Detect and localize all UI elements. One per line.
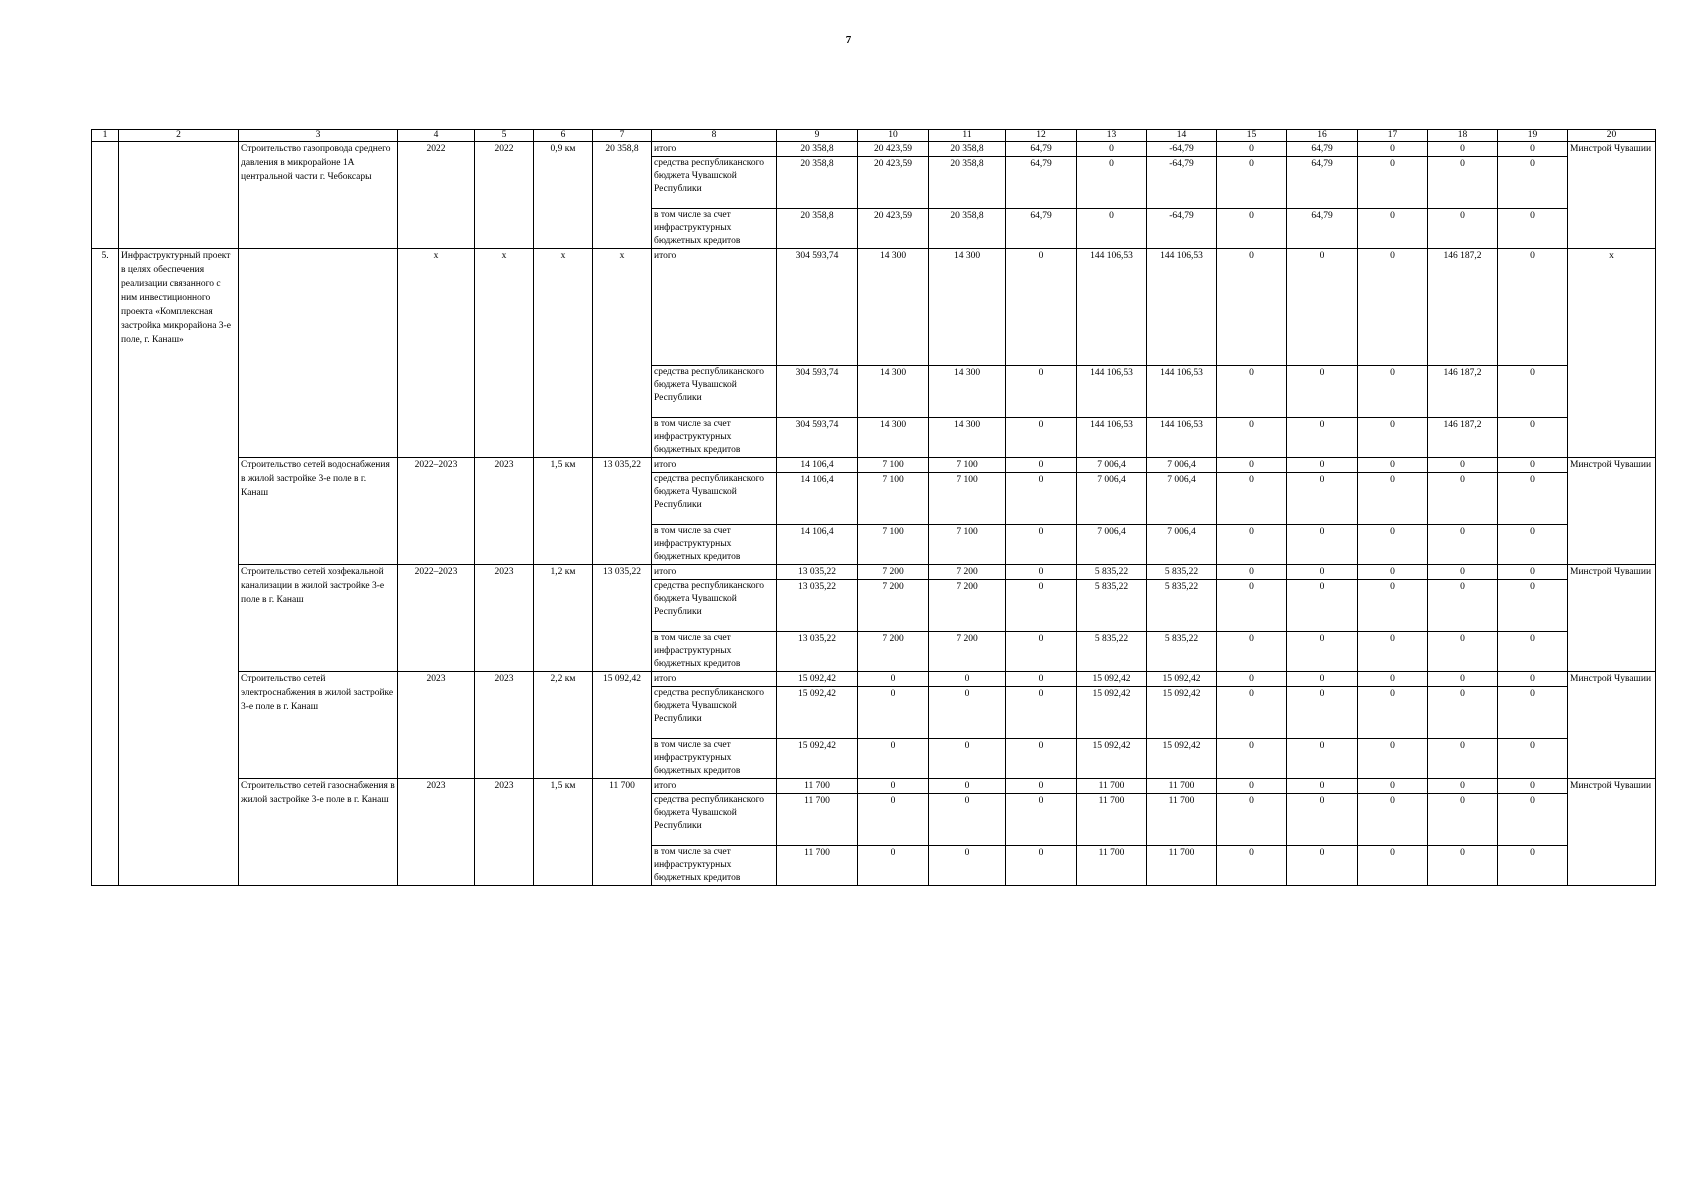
value-cell: 0 bbox=[1358, 458, 1428, 473]
value-cell: 0 bbox=[1428, 794, 1498, 846]
source-label-cell: итого bbox=[652, 249, 777, 366]
value-cell: 14 300 bbox=[858, 249, 929, 366]
project-cell bbox=[119, 142, 239, 249]
value-cell: 0 bbox=[1006, 366, 1077, 418]
value-cell: 7 200 bbox=[858, 565, 929, 580]
value-cell: 0 bbox=[1358, 846, 1428, 886]
table-row bbox=[92, 672, 1656, 687]
value-cell: 0 bbox=[1498, 209, 1568, 249]
value-cell: 0 bbox=[1428, 157, 1498, 209]
value-cell: 0 bbox=[1217, 580, 1287, 632]
value-cell: 0 bbox=[1287, 525, 1358, 565]
source-label-cell: средства республиканского бюджета Чувашской Республики bbox=[652, 687, 777, 739]
value-cell: 0 bbox=[1358, 157, 1428, 209]
value-cell: 0 bbox=[1287, 794, 1358, 846]
value-cell: 7 200 bbox=[929, 565, 1006, 580]
value-cell: 7 006,4 bbox=[1077, 458, 1147, 473]
value-cell: 15 092,42 bbox=[777, 672, 858, 687]
value-cell: 11 700 bbox=[1147, 794, 1217, 846]
value-cell: 5 835,22 bbox=[1147, 565, 1217, 580]
value-cell: 0 bbox=[1428, 779, 1498, 794]
value-cell: 0 bbox=[1498, 565, 1568, 580]
value-cell: 11 700 bbox=[777, 794, 858, 846]
value-cell: 5 835,22 bbox=[1077, 580, 1147, 632]
value-cell: 0 bbox=[1287, 632, 1358, 672]
value-cell: 0 bbox=[1006, 687, 1077, 739]
value-cell: 0 bbox=[929, 687, 1006, 739]
value-cell: 0 bbox=[1006, 672, 1077, 687]
source-label-cell: итого bbox=[652, 458, 777, 473]
value-cell: 13 035,22 bbox=[777, 565, 858, 580]
value-cell: 0 bbox=[858, 672, 929, 687]
value-cell: 7 100 bbox=[929, 525, 1006, 565]
value-cell: 0 bbox=[1287, 779, 1358, 794]
value-cell: 0 bbox=[1498, 687, 1568, 739]
value-cell: 7 200 bbox=[858, 632, 929, 672]
value-cell: 20 358,8 bbox=[929, 209, 1006, 249]
value-cell: 0 bbox=[929, 794, 1006, 846]
value-cell: 0 bbox=[1006, 249, 1077, 366]
source-label-cell: итого bbox=[652, 672, 777, 687]
executor-cell: x bbox=[1568, 249, 1656, 458]
value-cell: 7 006,4 bbox=[1077, 473, 1147, 525]
header-cell: 15 bbox=[1217, 130, 1287, 142]
header-cell: 17 bbox=[1358, 130, 1428, 142]
source-label-cell: средства республиканского бюджета Чувашской Республики bbox=[652, 473, 777, 525]
value-cell: 0 bbox=[1287, 739, 1358, 779]
value-cell: 146 187,2 bbox=[1428, 418, 1498, 458]
executor-cell: Минстрой Чувашии bbox=[1568, 565, 1656, 672]
project-cell: Инфраструктурный проект в целях обеспечения реализации связанного с ним инвестиционного проекта «Комплексная застройка микрорайона 3-е поле, г. Канаш» bbox=[119, 249, 239, 886]
source-label-cell: в том числе за счет инфраструктурных бюджетных кредитов bbox=[652, 525, 777, 565]
value-cell: 0 bbox=[1217, 846, 1287, 886]
value-cell: -64,79 bbox=[1147, 142, 1217, 157]
header-cell: 14 bbox=[1147, 130, 1217, 142]
value-cell: 7 006,4 bbox=[1147, 458, 1217, 473]
value-cell: 0 bbox=[1217, 687, 1287, 739]
source-label-cell: в том числе за счет инфраструктурных бюджетных кредитов bbox=[652, 739, 777, 779]
value-cell: 0 bbox=[1498, 779, 1568, 794]
header-cell: 3 bbox=[239, 130, 398, 142]
value-cell: 0 bbox=[1006, 794, 1077, 846]
value-cell: 0 bbox=[1217, 418, 1287, 458]
header-cell: 20 bbox=[1568, 130, 1656, 142]
value-cell: 14 106,4 bbox=[777, 458, 858, 473]
value-cell: 0 bbox=[858, 739, 929, 779]
period-cell: 2022–2023 bbox=[398, 565, 475, 672]
header-cell: 4 bbox=[398, 130, 475, 142]
executor-cell: Минстрой Чувашии bbox=[1568, 779, 1656, 886]
value-cell: -64,79 bbox=[1147, 157, 1217, 209]
value-cell: 0 bbox=[1358, 473, 1428, 525]
header-cell: 7 bbox=[593, 130, 652, 142]
period-cell: 2022–2023 bbox=[398, 458, 475, 565]
value-cell: 0 bbox=[1217, 672, 1287, 687]
value-cell: 0 bbox=[1498, 580, 1568, 632]
value-cell: 0 bbox=[1498, 525, 1568, 565]
value-cell: 144 106,53 bbox=[1147, 249, 1217, 366]
value-cell: 0 bbox=[1358, 632, 1428, 672]
value-cell: 304 593,74 bbox=[777, 366, 858, 418]
header-cell: 16 bbox=[1287, 130, 1358, 142]
value-cell: 7 100 bbox=[858, 525, 929, 565]
capacity-cell: x bbox=[534, 249, 593, 458]
value-cell: 15 092,42 bbox=[1077, 739, 1147, 779]
cost-cell: 15 092,42 bbox=[593, 672, 652, 779]
data-table bbox=[91, 129, 1656, 886]
value-cell: 0 bbox=[1428, 473, 1498, 525]
value-cell: 0 bbox=[1287, 249, 1358, 366]
value-cell: 0 bbox=[1498, 739, 1568, 779]
value-cell: 0 bbox=[1077, 209, 1147, 249]
value-cell: 20 358,8 bbox=[777, 209, 858, 249]
value-cell: 0 bbox=[1428, 672, 1498, 687]
table-row bbox=[92, 249, 1656, 366]
table-row bbox=[92, 458, 1656, 473]
value-cell: 20 423,59 bbox=[858, 142, 929, 157]
value-cell: 0 bbox=[1498, 142, 1568, 157]
value-cell: 0 bbox=[858, 687, 929, 739]
value-cell: 14 300 bbox=[858, 418, 929, 458]
value-cell: 7 006,4 bbox=[1147, 525, 1217, 565]
value-cell: 0 bbox=[1428, 739, 1498, 779]
value-cell: 0 bbox=[1358, 366, 1428, 418]
value-cell: 304 593,74 bbox=[777, 249, 858, 366]
value-cell: 0 bbox=[1006, 846, 1077, 886]
value-cell: 0 bbox=[1358, 739, 1428, 779]
value-cell: 0 bbox=[1217, 157, 1287, 209]
value-cell: 20 358,8 bbox=[929, 142, 1006, 157]
value-cell: 0 bbox=[1287, 580, 1358, 632]
value-cell: 7 006,4 bbox=[1077, 525, 1147, 565]
value-cell: 0 bbox=[1428, 846, 1498, 886]
value-cell: 11 700 bbox=[1077, 779, 1147, 794]
header-cell: 19 bbox=[1498, 130, 1568, 142]
value-cell: 5 835,22 bbox=[1147, 632, 1217, 672]
value-cell: 0 bbox=[1217, 249, 1287, 366]
source-label-cell: итого bbox=[652, 142, 777, 157]
value-cell: 15 092,42 bbox=[777, 687, 858, 739]
value-cell: 0 bbox=[1287, 687, 1358, 739]
value-cell: 0 bbox=[858, 779, 929, 794]
value-cell: 0 bbox=[1498, 366, 1568, 418]
source-label-cell: средства республиканского бюджета Чувашской Республики bbox=[652, 580, 777, 632]
year-end-cell: 2022 bbox=[475, 142, 534, 249]
header-cell: 6 bbox=[534, 130, 593, 142]
year-end-cell: 2023 bbox=[475, 672, 534, 779]
value-cell: 14 106,4 bbox=[777, 525, 858, 565]
table-row bbox=[92, 142, 1656, 157]
value-cell: 0 bbox=[1287, 366, 1358, 418]
object-name-cell: Строительство сетей водоснабжения в жилой застройке 3-е поле в г. Канаш bbox=[239, 458, 398, 565]
value-cell: 0 bbox=[1006, 525, 1077, 565]
value-cell: 20 358,8 bbox=[777, 157, 858, 209]
value-cell: 0 bbox=[1498, 473, 1568, 525]
value-cell: 15 092,42 bbox=[1147, 687, 1217, 739]
year-end-cell: 2023 bbox=[475, 458, 534, 565]
object-name-cell bbox=[239, 249, 398, 458]
value-cell: 13 035,22 bbox=[777, 580, 858, 632]
period-cell: 2023 bbox=[398, 672, 475, 779]
value-cell: 0 bbox=[1358, 142, 1428, 157]
value-cell: 0 bbox=[1358, 580, 1428, 632]
value-cell: 0 bbox=[1006, 418, 1077, 458]
value-cell: 0 bbox=[1358, 209, 1428, 249]
value-cell: 0 bbox=[1287, 846, 1358, 886]
value-cell: 7 200 bbox=[929, 580, 1006, 632]
value-cell: 64,79 bbox=[1287, 157, 1358, 209]
value-cell: 0 bbox=[1498, 418, 1568, 458]
value-cell: 0 bbox=[929, 672, 1006, 687]
table-row bbox=[92, 779, 1656, 794]
value-cell: 0 bbox=[1006, 632, 1077, 672]
value-cell: 0 bbox=[1217, 632, 1287, 672]
value-cell: 0 bbox=[1428, 458, 1498, 473]
value-cell: 64,79 bbox=[1006, 157, 1077, 209]
value-cell: 0 bbox=[1287, 418, 1358, 458]
value-cell: 0 bbox=[1217, 779, 1287, 794]
value-cell: 0 bbox=[1498, 249, 1568, 366]
value-cell: 0 bbox=[1428, 580, 1498, 632]
value-cell: 7 100 bbox=[929, 473, 1006, 525]
value-cell: 11 700 bbox=[1147, 846, 1217, 886]
value-cell: 0 bbox=[1217, 525, 1287, 565]
value-cell: 0 bbox=[1287, 473, 1358, 525]
value-cell: 0 bbox=[1498, 794, 1568, 846]
executor-cell: Минстрой Чувашии bbox=[1568, 672, 1656, 779]
value-cell: 0 bbox=[1077, 157, 1147, 209]
row-number-cell bbox=[92, 142, 119, 249]
value-cell: 14 300 bbox=[929, 249, 1006, 366]
source-label-cell: в том числе за счет инфраструктурных бюджетных кредитов bbox=[652, 209, 777, 249]
object-name-cell: Строительство сетей хозфекальной канализации в жилой застройке 3-е поле в г. Канаш bbox=[239, 565, 398, 672]
executor-cell: Минстрой Чувашии bbox=[1568, 142, 1656, 249]
source-label-cell: итого bbox=[652, 779, 777, 794]
value-cell: 0 bbox=[1498, 846, 1568, 886]
value-cell: 0 bbox=[1287, 672, 1358, 687]
value-cell: 5 835,22 bbox=[1077, 565, 1147, 580]
value-cell: 14 300 bbox=[929, 418, 1006, 458]
value-cell: 0 bbox=[1006, 473, 1077, 525]
value-cell: 0 bbox=[1358, 779, 1428, 794]
capacity-cell: 1,5 км bbox=[534, 458, 593, 565]
value-cell: 146 187,2 bbox=[1428, 366, 1498, 418]
value-cell: 144 106,53 bbox=[1147, 366, 1217, 418]
capacity-cell: 2,2 км bbox=[534, 672, 593, 779]
value-cell: 0 bbox=[1217, 739, 1287, 779]
value-cell: 20 358,8 bbox=[777, 142, 858, 157]
cost-cell: 20 358,8 bbox=[593, 142, 652, 249]
header-cell: 18 bbox=[1428, 130, 1498, 142]
value-cell: 64,79 bbox=[1006, 142, 1077, 157]
source-label-cell: в том числе за счет инфраструктурных бюджетных кредитов bbox=[652, 632, 777, 672]
value-cell: -64,79 bbox=[1147, 209, 1217, 249]
header-cell: 12 bbox=[1006, 130, 1077, 142]
value-cell: 5 835,22 bbox=[1147, 580, 1217, 632]
capacity-cell: 0,9 км bbox=[534, 142, 593, 249]
page-number: 7 bbox=[845, 34, 852, 46]
value-cell: 11 700 bbox=[1077, 794, 1147, 846]
row-number-cell: 5. bbox=[92, 249, 119, 886]
value-cell: 11 700 bbox=[1147, 779, 1217, 794]
value-cell: 0 bbox=[858, 794, 929, 846]
value-cell: 0 bbox=[1006, 739, 1077, 779]
cost-cell: x bbox=[593, 249, 652, 458]
header-cell: 1 bbox=[92, 130, 119, 142]
value-cell: 144 106,53 bbox=[1077, 366, 1147, 418]
value-cell: 304 593,74 bbox=[777, 418, 858, 458]
object-name-cell: Строительство газопровода среднего давления в микрорайоне 1А центральной части г. Чебоксары bbox=[239, 142, 398, 249]
source-label-cell: средства республиканского бюджета Чувашской Республики bbox=[652, 794, 777, 846]
table-row bbox=[92, 565, 1656, 580]
header-row bbox=[92, 130, 1656, 142]
source-label-cell: итого bbox=[652, 565, 777, 580]
value-cell: 0 bbox=[1217, 366, 1287, 418]
value-cell: 0 bbox=[929, 846, 1006, 886]
value-cell: 0 bbox=[1428, 142, 1498, 157]
year-end-cell: 2023 bbox=[475, 565, 534, 672]
value-cell: 14 300 bbox=[929, 366, 1006, 418]
value-cell: 20 358,8 bbox=[929, 157, 1006, 209]
value-cell: 13 035,22 bbox=[777, 632, 858, 672]
value-cell: 7 100 bbox=[858, 458, 929, 473]
value-cell: 7 200 bbox=[858, 580, 929, 632]
value-cell: 11 700 bbox=[1077, 846, 1147, 886]
value-cell: 5 835,22 bbox=[1077, 632, 1147, 672]
value-cell: 0 bbox=[1217, 565, 1287, 580]
value-cell: 0 bbox=[1287, 565, 1358, 580]
value-cell: 0 bbox=[1217, 142, 1287, 157]
value-cell: 0 bbox=[1428, 565, 1498, 580]
capacity-cell: 1,5 км bbox=[534, 779, 593, 886]
value-cell: 0 bbox=[1217, 794, 1287, 846]
value-cell: 0 bbox=[1006, 580, 1077, 632]
value-cell: 0 bbox=[1498, 157, 1568, 209]
year-end-cell: x bbox=[475, 249, 534, 458]
value-cell: 0 bbox=[1358, 687, 1428, 739]
value-cell: 7 200 bbox=[929, 632, 1006, 672]
header-cell: 11 bbox=[929, 130, 1006, 142]
source-label-cell: средства республиканского бюджета Чувашской Республики bbox=[652, 366, 777, 418]
value-cell: 11 700 bbox=[777, 779, 858, 794]
value-cell: 0 bbox=[1358, 794, 1428, 846]
value-cell: 0 bbox=[1428, 632, 1498, 672]
value-cell: 0 bbox=[1358, 525, 1428, 565]
value-cell: 64,79 bbox=[1287, 142, 1358, 157]
value-cell: 0 bbox=[1358, 249, 1428, 366]
value-cell: 11 700 bbox=[777, 846, 858, 886]
value-cell: 0 bbox=[1077, 142, 1147, 157]
value-cell: 0 bbox=[1498, 632, 1568, 672]
cost-cell: 13 035,22 bbox=[593, 458, 652, 565]
value-cell: 15 092,42 bbox=[1077, 672, 1147, 687]
value-cell: 0 bbox=[1006, 458, 1077, 473]
value-cell: 14 300 bbox=[858, 366, 929, 418]
value-cell: 7 100 bbox=[929, 458, 1006, 473]
value-cell: 0 bbox=[1217, 209, 1287, 249]
executor-cell: Минстрой Чувашии bbox=[1568, 458, 1656, 565]
value-cell: 146 187,2 bbox=[1428, 249, 1498, 366]
header-cell: 8 bbox=[652, 130, 777, 142]
cost-cell: 13 035,22 bbox=[593, 565, 652, 672]
value-cell: 0 bbox=[929, 779, 1006, 794]
capacity-cell: 1,2 км bbox=[534, 565, 593, 672]
value-cell: 0 bbox=[1217, 473, 1287, 525]
value-cell: 15 092,42 bbox=[777, 739, 858, 779]
value-cell: 64,79 bbox=[1006, 209, 1077, 249]
value-cell: 0 bbox=[1006, 565, 1077, 580]
header-cell: 9 bbox=[777, 130, 858, 142]
value-cell: 0 bbox=[1428, 687, 1498, 739]
value-cell: 15 092,42 bbox=[1147, 672, 1217, 687]
value-cell: 15 092,42 bbox=[1147, 739, 1217, 779]
period-cell: 2022 bbox=[398, 142, 475, 249]
value-cell: 144 106,53 bbox=[1147, 418, 1217, 458]
period-cell: x bbox=[398, 249, 475, 458]
year-end-cell: 2023 bbox=[475, 779, 534, 886]
period-cell: 2023 bbox=[398, 779, 475, 886]
value-cell: 0 bbox=[1358, 418, 1428, 458]
value-cell: 20 423,59 bbox=[858, 209, 929, 249]
value-cell: 20 423,59 bbox=[858, 157, 929, 209]
value-cell: 64,79 bbox=[1287, 209, 1358, 249]
value-cell: 0 bbox=[1287, 458, 1358, 473]
header-cell: 10 bbox=[858, 130, 929, 142]
value-cell: 0 bbox=[1498, 458, 1568, 473]
value-cell: 0 bbox=[1428, 525, 1498, 565]
header-cell: 5 bbox=[475, 130, 534, 142]
header-cell: 2 bbox=[119, 130, 239, 142]
value-cell: 0 bbox=[1217, 458, 1287, 473]
value-cell: 144 106,53 bbox=[1077, 249, 1147, 366]
value-cell: 0 bbox=[1358, 565, 1428, 580]
value-cell: 7 006,4 bbox=[1147, 473, 1217, 525]
value-cell: 0 bbox=[1428, 209, 1498, 249]
value-cell: 0 bbox=[1498, 672, 1568, 687]
value-cell: 15 092,42 bbox=[1077, 687, 1147, 739]
source-label-cell: средства республиканского бюджета Чувашской Республики bbox=[652, 157, 777, 209]
object-name-cell: Строительство сетей электроснабжения в жилой застройке 3-е поле в г. Канаш bbox=[239, 672, 398, 779]
value-cell: 7 100 bbox=[858, 473, 929, 525]
object-name-cell: Строительство сетей газоснабжения в жилой застройке 3-е поле в г. Канаш bbox=[239, 779, 398, 886]
value-cell: 144 106,53 bbox=[1077, 418, 1147, 458]
value-cell: 0 bbox=[1358, 672, 1428, 687]
source-label-cell: в том числе за счет инфраструктурных бюджетных кредитов bbox=[652, 418, 777, 458]
header-cell: 13 bbox=[1077, 130, 1147, 142]
cost-cell: 11 700 bbox=[593, 779, 652, 886]
source-label-cell: в том числе за счет инфраструктурных бюджетных кредитов bbox=[652, 846, 777, 886]
value-cell: 0 bbox=[858, 846, 929, 886]
value-cell: 0 bbox=[929, 739, 1006, 779]
value-cell: 0 bbox=[1006, 779, 1077, 794]
value-cell: 14 106,4 bbox=[777, 473, 858, 525]
